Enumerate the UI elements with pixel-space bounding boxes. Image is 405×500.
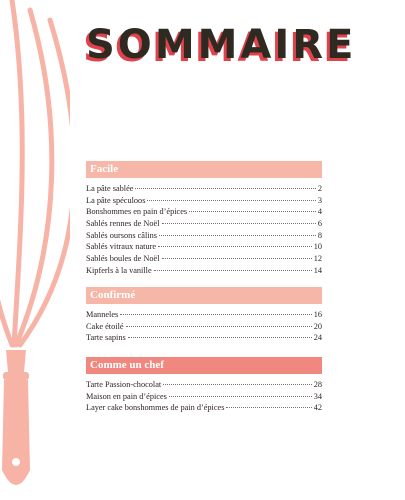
whisk-illustration — [0, 0, 70, 500]
toc-entry-title: Bonshommes en pain d’épices — [86, 207, 188, 217]
toc-entry[interactable] — [86, 379, 322, 391]
toc-entry[interactable] — [86, 195, 322, 207]
toc-entry-page: 28 — [313, 380, 322, 389]
toc-entry-title: Maison en pain d’épices — [86, 391, 167, 401]
toc-entry[interactable] — [86, 332, 322, 344]
toc-entry[interactable] — [86, 391, 322, 403]
toc-entry[interactable] — [86, 230, 322, 242]
toc-entry[interactable] — [86, 321, 322, 333]
toc-entry-title: Cake étoilé — [86, 321, 124, 331]
toc-list — [86, 379, 322, 414]
toc-list — [86, 309, 322, 344]
toc-entry-page: 12 — [313, 254, 322, 264]
toc-entry[interactable] — [86, 402, 322, 414]
leader-dots — [147, 199, 315, 201]
toc-entry-title: Sablés oursons câlins — [86, 230, 157, 240]
leader-dots — [135, 187, 315, 189]
leader-dots — [169, 395, 312, 397]
toc-entry-page: 6 — [317, 219, 322, 229]
leader-dots — [162, 222, 316, 224]
toc-entry-page: 24 — [313, 333, 322, 343]
toc-entry-title: Kipferls à la vanille — [86, 265, 152, 275]
toc-entry[interactable] — [86, 241, 322, 253]
toc-entry-page: 3 — [317, 195, 322, 205]
toc-entry-title: Sablés rennes de Noël — [86, 219, 160, 229]
toc-entry[interactable] — [86, 206, 322, 218]
toc-entry-page: 10 — [313, 242, 322, 252]
leader-dots — [226, 406, 311, 408]
leader-dots — [158, 245, 312, 247]
leader-dots — [162, 257, 312, 259]
toc-entry[interactable] — [86, 218, 322, 230]
leader-dots — [189, 210, 316, 212]
toc-entry[interactable] — [86, 253, 322, 265]
leader-dots — [154, 269, 312, 271]
toc-entry-page: 2 — [317, 184, 322, 193]
toc-entry-title: Tarte Passion-chocolat — [86, 380, 162, 389]
toc-entry-page: 42 — [313, 403, 322, 413]
page-title: SOMMAIRE — [86, 22, 357, 68]
toc-entry[interactable] — [86, 183, 322, 195]
toc-entry-title: Tarte sapins — [86, 333, 126, 343]
toc-entry-title: Sablés vitraux nature — [86, 242, 157, 252]
leader-dots — [126, 325, 312, 327]
leader-dots — [120, 313, 311, 315]
toc-entry-title: Layer cake bonshommes de pain d’épices — [86, 403, 225, 413]
section-comme-un-chef — [86, 357, 322, 414]
section-heading: Comme un chef — [86, 357, 322, 374]
toc-entry-title: Sablés boules de Noël — [86, 254, 160, 264]
toc-entry-title: La pâte spéculoos — [86, 195, 146, 205]
leader-dots — [128, 336, 312, 338]
section-heading: Confirmé — [86, 287, 322, 304]
section-confirme — [86, 287, 322, 344]
toc-entry-page: 20 — [313, 321, 322, 331]
toc-entry-page: 16 — [313, 310, 322, 319]
toc-entry-title: Manneles — [86, 310, 119, 319]
toc-entry[interactable] — [86, 309, 322, 321]
leader-dots — [159, 234, 316, 236]
toc-entry-page: 4 — [317, 207, 322, 217]
toc-entry-page: 8 — [317, 230, 322, 240]
toc-entry-title: La pâte sablée — [86, 184, 134, 193]
section-facile — [86, 161, 322, 277]
toc-entry-page: 34 — [313, 391, 322, 401]
toc-list — [86, 183, 322, 277]
leader-dots — [163, 383, 311, 385]
toc-entry-page: 14 — [313, 265, 322, 275]
section-heading: Facile — [86, 161, 322, 178]
toc-entry[interactable] — [86, 265, 322, 277]
